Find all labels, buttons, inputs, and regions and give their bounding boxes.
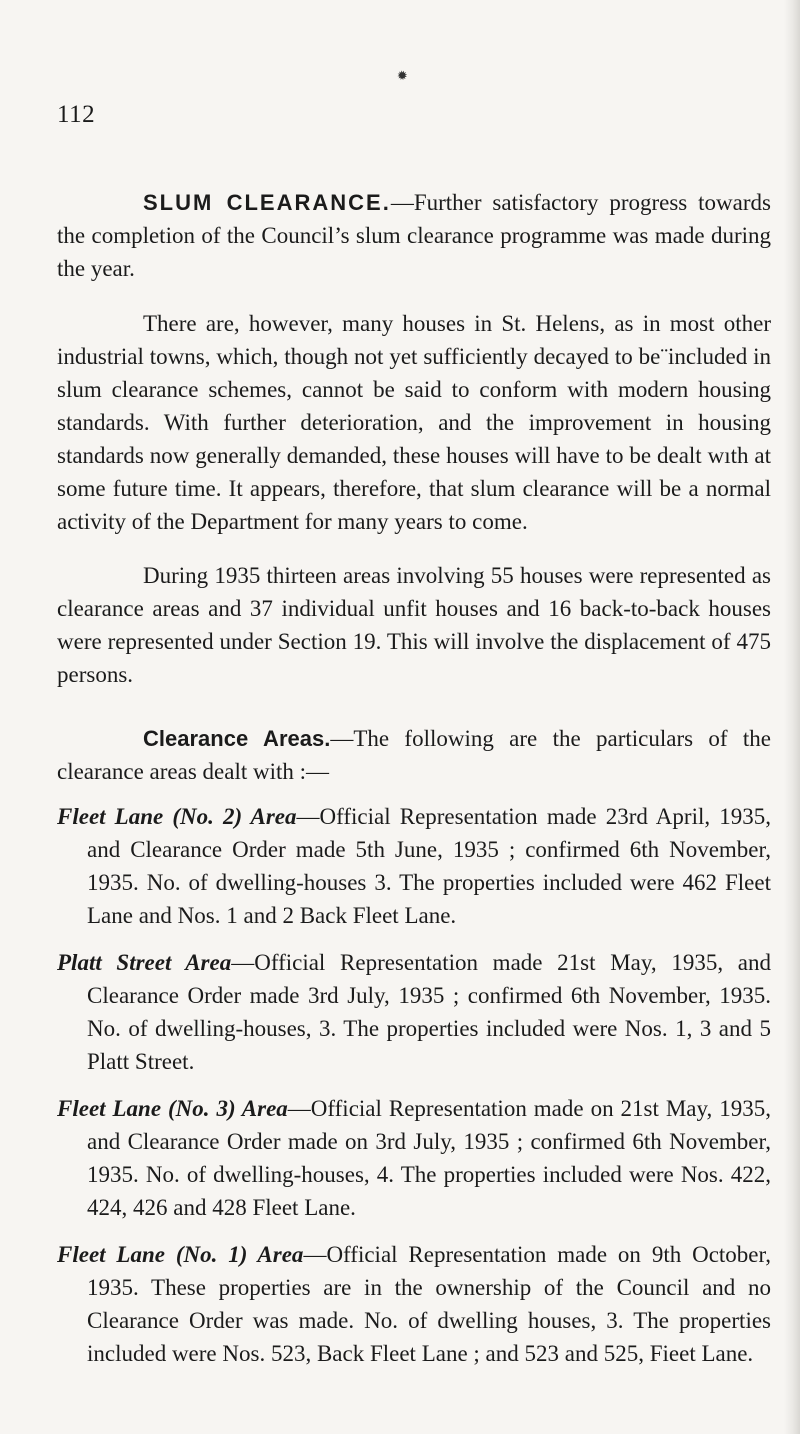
ink-mark: ✹	[395, 67, 410, 84]
housing-standards-paragraph: There are, however, many houses in St. Helens, as in most other industrial towns, which, though not yet sufficiently decayed to be¨included in slum clearance schemes, cannot be said to conform with modern housing standards. With further deterioration, and the improvement in housing standards now generally demanded, these houses will have to be dealt wıth at some future time. It appears, therefore, that slum clearance will be a normal activity of the Department for many years to come.	[57, 311, 771, 534]
area-entry-fleet-lane-no3	[57, 1092, 771, 1224]
area-text: —Official Representation made 21st May, 1935, and Clearance Order made 3rd July, 1935 ; confirmed 6th November, 1935. No. of dwelling-houses, 3. The properties included were Nos. 1, 3 and 5 Platt Street.	[87, 950, 772, 1074]
slum-clearance-text: —Further satisfactory progress towards the completion of the Council’s slum clearance programme was made during the year.	[57, 190, 771, 281]
area-title: Fleet Lane (No. 2) Area	[57, 804, 297, 829]
slum-clearance-heading: SLUM CLEARANCE.	[143, 190, 391, 215]
clearance-areas-intro: —The following are the particulars of the clearance areas dealt with :—	[57, 726, 771, 784]
area-entry-fleet-lane-no2	[57, 800, 771, 932]
area-title: Fleet Lane (No. 3) Area	[57, 1096, 288, 1121]
during-1935-paragraph: During 1935 thirteen areas involving 55 houses were represented as clearance areas and 37 individual unfit houses and 16 back-to-back houses were represented under Section 19. This will involve the displacement of 475 persons.	[57, 563, 771, 687]
page-body	[57, 186, 771, 1384]
area-entry-platt-street	[57, 946, 771, 1078]
clearance-areas-heading: Clearance Areas.	[143, 726, 331, 751]
area-title: Fleet Lane (No. 1) Area	[57, 1242, 304, 1267]
area-text: —Official Representation made on 21st May, 1935, and Clearance Order made on 3rd July, 1935 ; confirmed 6th November, 1935. No. of dwelling-houses, 4. The properties included were Nos. 422, 424, 426 and 428 Fleet Lane.	[87, 1096, 771, 1220]
page-edge-shadow	[784, 0, 800, 1434]
area-title: Platt Street Area	[57, 950, 232, 975]
area-text: —Official Representation made on 9th October, 1935. These properties are in the ownership of the Council and no Clearance Order was made. No. of dwelling houses, 3. The properties included were Nos. 523, Back Fleet Lane ; and 523 and 525, Fieet Lane.	[87, 1242, 771, 1366]
page-number: 112	[57, 101, 96, 128]
slum-clearance-paragraph	[57, 186, 771, 285]
area-entry-fleet-lane-no1	[57, 1238, 771, 1370]
area-text: —Official Representation made 23rd April, 1935, and Clearance Order made 5th June, 1935 ; confirmed 6th November, 1935. No. of dwelling-houses 3. The properties included were 462 Fleet Lane and Nos. 1 and 2 Back Fleet Lane.	[87, 804, 771, 928]
clearance-areas-paragraph	[57, 722, 771, 788]
